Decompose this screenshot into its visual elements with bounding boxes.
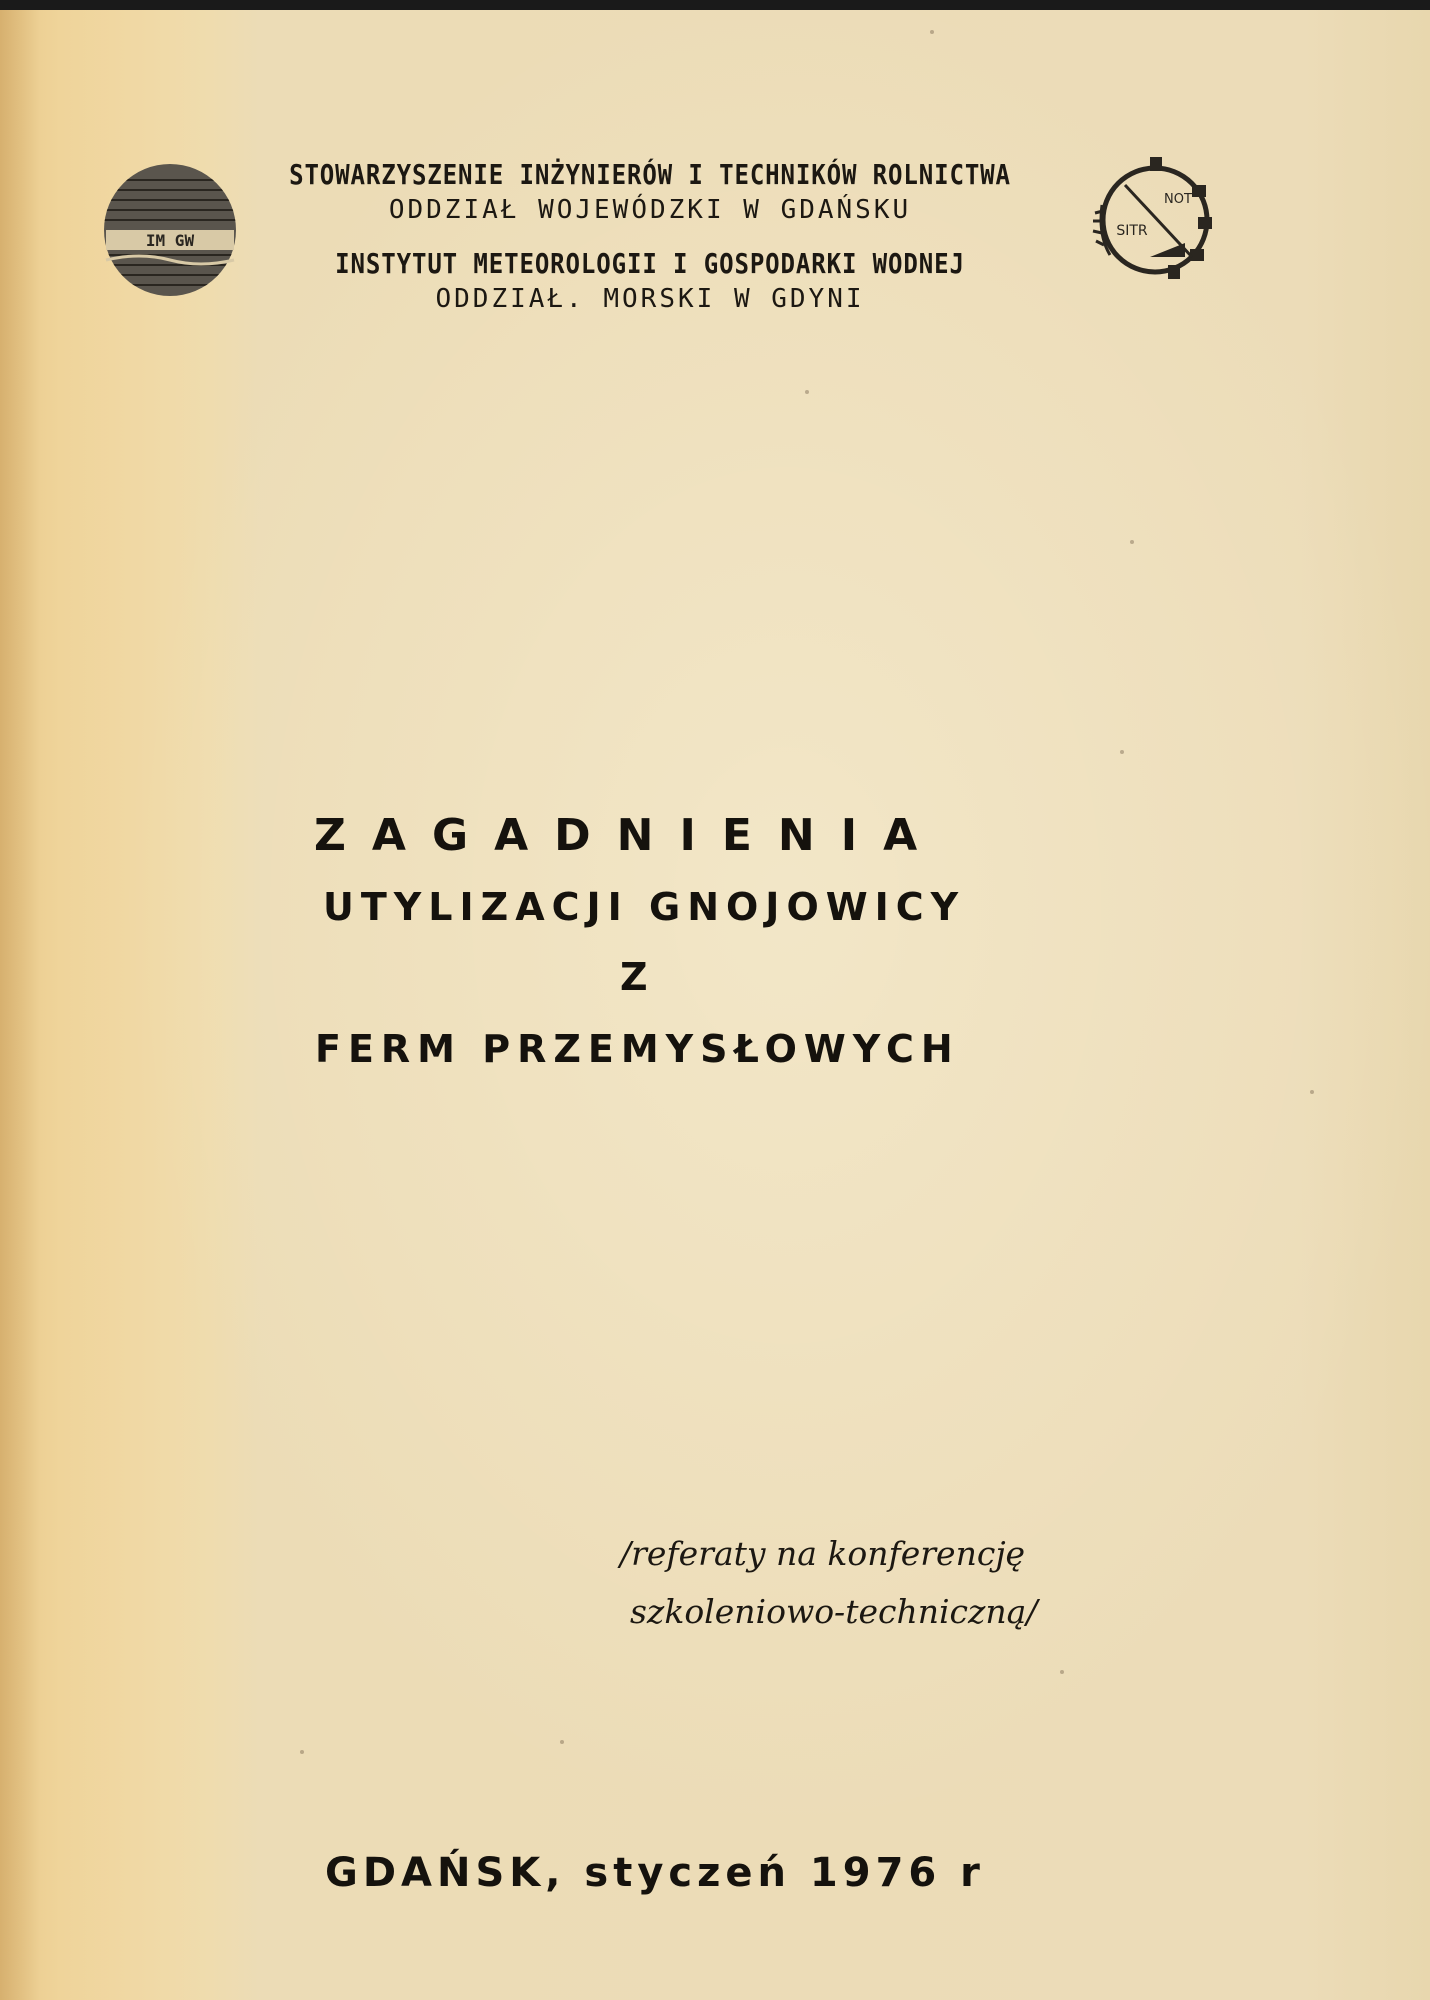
imgw-logo	[100, 160, 240, 300]
document-page	[0, 10, 1430, 2000]
institution-header	[220, 150, 1080, 314]
org2-branch: ODDZIAŁ. MORSKI W GDYNI	[435, 284, 865, 314]
paper-speck	[1060, 1670, 1064, 1674]
paper-speck	[1130, 540, 1134, 544]
sitr-not-logo	[1080, 145, 1230, 295]
title-line-4: FERM PRZEMYSŁOWYCH	[315, 1027, 960, 1071]
paper-speck	[1310, 1090, 1314, 1094]
subtitle-line-2: szkoleniowo-techniczną/	[630, 1592, 1038, 1631]
paper-speck	[300, 1750, 304, 1754]
org1-branch: ODDZIAŁ WOJEWÓDZKI W GDAŃSKU	[388, 195, 912, 225]
document-subtitle	[620, 1525, 1140, 1641]
paper-speck	[1120, 750, 1124, 754]
svg-text:SITR: SITR	[1116, 223, 1148, 239]
title-line-2: UTYLIZACJI GNOJOWICY	[323, 885, 966, 929]
title-line-3: Z	[620, 955, 648, 999]
org2-name: INSTYTUT METEOROLOGII I GOSPODARKI WODNEJ	[335, 247, 965, 280]
paper-speck	[930, 30, 934, 34]
svg-text:NOT: NOT	[1164, 192, 1192, 207]
document-title	[250, 810, 1070, 1071]
paper-edge	[0, 10, 40, 2000]
subtitle-line-1: /referaty na konferencję	[620, 1534, 1026, 1573]
title-line-1: ZAGADNIENIA	[314, 810, 944, 861]
paper-speck	[560, 1740, 564, 1744]
paper-speck	[805, 390, 809, 394]
svg-text:IM GW: IM GW	[145, 231, 195, 250]
org1-name: STOWARZYSZENIE INŻYNIERÓW I TECHNIKÓW ROLNICTWA	[289, 158, 1011, 191]
place-and-date: GDAŃSK, styczeń 1976 r	[325, 1850, 985, 1896]
